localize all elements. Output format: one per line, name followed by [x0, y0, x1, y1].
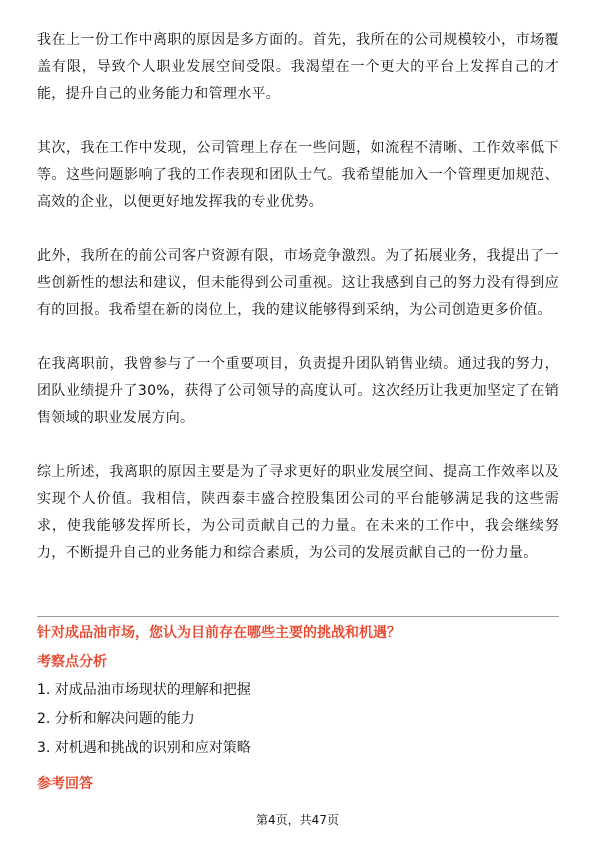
paragraph-4: 在我离职前，我曾参与了一个重要项目，负责提升团队销售业绩。通过我的努力，团队业绩提升了30%，获得了公司领导的高度认可。这次经历让我更加坚定了在销售领域的职业发展方向。 [37, 356, 559, 426]
page-number: 第4页，共47页 [256, 813, 339, 827]
paragraph-3: 此外，我所在的前公司客户资源有限，市场竞争激烈。为了拓展业务，我提出了一些创新性的想法和建议，但未能得到公司重视。这让我感到自己的努力没有得到应有的回报。我希望在新的岗位上，我的建议能够得到采纳，为公司创造更多价值。 [37, 248, 559, 318]
interview-question: 针对成品油市场，您认为目前存在哪些主要的挑战和机遇？ [37, 625, 401, 641]
analysis-heading: 考察点分析 [37, 654, 107, 670]
answer-body [37, 27, 559, 567]
reference-answer-heading: 参考回答 [37, 776, 93, 792]
paragraph-1: 我在上一份工作中离职的原因是多方面的。首先，我所在的公司规模较小，市场覆盖有限，导致个人职业发展空间受限。我渴望在一个更大的平台上发挥自己的才能，提升自己的业务能力和管理水平。 [37, 32, 559, 102]
analysis-point: 3. 对机遇和挑战的识别和应对策略 [37, 740, 251, 756]
analysis-point: 1. 对成品油市场现状的理解和把握 [37, 682, 251, 698]
section-divider [37, 616, 559, 617]
paragraph-2: 其次，我在工作中发现，公司管理上存在一些问题，如流程不清晰、工作效率低下等。这些问题影响了我的工作表现和团队士气。我希望能加入一个管理更加规范、高效的企业，以便更好地发挥我的专业优势。 [37, 140, 559, 210]
paragraph-5: 综上所述，我离职的原因主要是为了寻求更好的职业发展空间、提高工作效率以及实现个人价值。我相信，陕西泰丰盛合控股集团公司的平台能够满足我的这些需求，使我能够发挥所长，为公司贡献自己的力量。在未来的工作中，我会继续努力，不断提升自己的业务能力和综合素质，为公司的发展贡献自己的一份力量。 [37, 464, 559, 561]
analysis-point: 2. 分析和解决问题的能力 [37, 711, 195, 727]
